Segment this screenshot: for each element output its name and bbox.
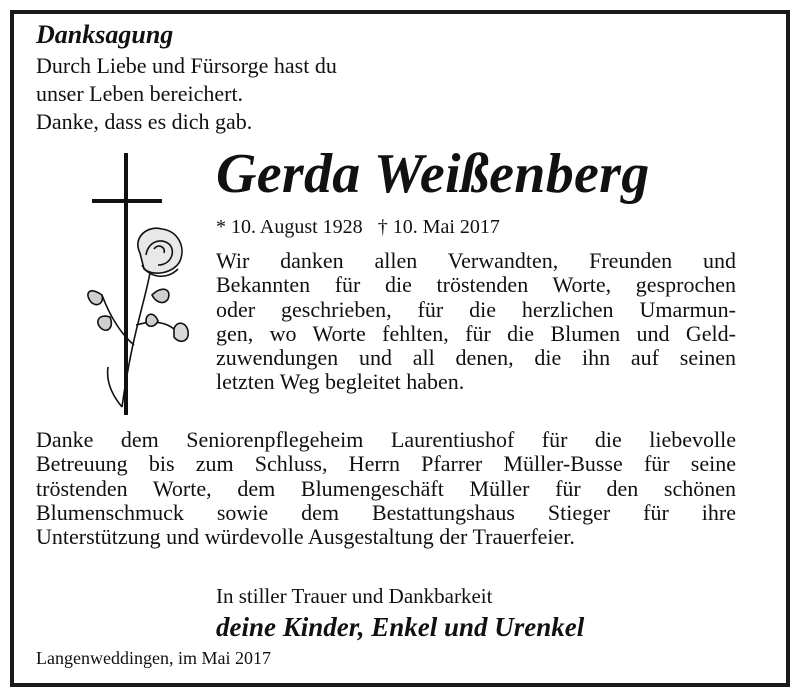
motto-text [36, 52, 337, 136]
paragraph-line: tröstenden Worte, dem Blumengeschäft Müller für den schönen [36, 475, 736, 501]
paragraph-line: zuwendungen und all denen, die ihn auf seinen [216, 345, 736, 371]
paragraph-line: gen, wo Worte fehlten, für die Blumen und Geld- [216, 320, 736, 346]
birth-date: * 10. August 1928 [216, 216, 363, 238]
death-date: † 10. Mai 2017 [377, 216, 500, 238]
paragraph-line: Betreuung bis zum Schluss, Herrn Pfarrer Müller-Busse für seine [36, 451, 736, 477]
rose-icon [88, 228, 188, 407]
life-dates [216, 216, 500, 239]
paragraph-line: Unterstützung und würdevolle Ausgestaltung der Trauerfeier. [36, 524, 575, 550]
cross-rose-illustration [62, 145, 202, 425]
paragraph-line: Bekannten für die tröstenden Worte, gesprochen [216, 272, 736, 298]
place-date: Langenweddingen, im Mai 2017 [36, 648, 271, 668]
signers: deine Kinder, Enkel und Urenkel [216, 612, 585, 642]
motto-line: unser Leben bereichert. [36, 81, 244, 106]
deceased-name: Gerda Weißenberg [216, 143, 650, 205]
paragraph-line: Blumenschmuck sowie dem Bestattungshaus Stieger für ihre [36, 499, 736, 525]
paragraph-line: Danke dem Seniorenpflegeheim Laurentiushof für die liebevolle [36, 427, 736, 452]
closing-line: In stiller Trauer und Dankbarkeit [216, 584, 493, 608]
thanks-paragraph [216, 249, 736, 395]
paragraph-line: Wir danken allen Verwandten, Freunden und [216, 248, 736, 273]
motto-line: Durch Liebe und Fürsorge hast du [36, 53, 337, 78]
paragraph-line: oder geschrieben, für die herzlichen Umarmun- [216, 296, 736, 322]
heading-danksagung: Danksagung [36, 20, 174, 49]
motto-line: Danke, dass es dich gab. [36, 109, 253, 134]
acknowledgement-paragraph [36, 428, 736, 549]
paragraph-line: letzten Weg begleitet haben. [216, 369, 465, 395]
